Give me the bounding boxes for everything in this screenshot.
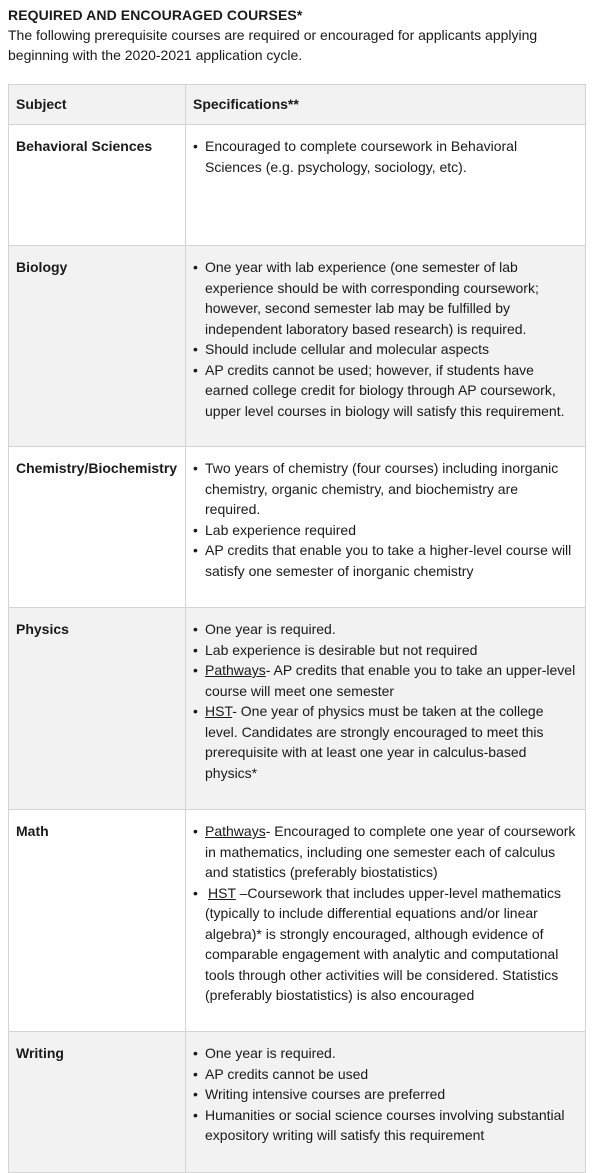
subject-column-header: Subject [9,85,186,125]
specifications-cell [186,1032,586,1173]
spec-list [193,619,577,783]
subject-cell: Behavioral Sciences [9,125,186,246]
specifications-cell [186,246,586,447]
spec-list [193,136,577,177]
specifications-cell [186,125,586,246]
list-item: • Humanities or social science courses involving substantial expository writing will satisfy this requirement [193,1105,577,1146]
list-item: • Encouraged to complete coursework in Behavioral Sciences (e.g. psychology, sociology, etc). [193,136,577,177]
specifications-cell [186,810,586,1032]
list-item-text: - AP credits that enable you to take an upper-level course will meet one semester [205,662,576,699]
pathways-label: Pathways [205,662,266,678]
hst-label: HST [208,884,236,901]
subject-cell: Biology [9,246,186,447]
list-item [193,883,577,1006]
specifications-column-header: Specifications** [186,85,586,125]
table-row [9,1032,586,1173]
list-item [193,660,577,701]
list-item: • AP credits cannot be used [193,1064,577,1085]
list-item: • Lab experience required [193,520,577,541]
subject-cell: Chemistry/Biochemistry [9,447,186,608]
list-item-text: –Coursework that includes upper-level mathematics (typically to include differential equations and/or linear algebra)* is strongly encouraged, although evidence of comparable engagement with analytic and computational tools through other activities will be considered. Statistics (preferably biostatistics) is also encouraged [205,884,562,1003]
list-item: • One year is required. [193,619,577,640]
list-item: • One year is required. [193,1043,577,1064]
subject-cell: Math [9,810,186,1032]
list-item: • Lab experience is desirable but not required [193,640,577,661]
table-header-row [9,85,586,125]
subject-cell: Physics [9,608,186,810]
list-item [193,701,577,783]
subject-cell: Writing [9,1032,186,1173]
hst-label: HST [205,703,233,719]
spec-list [193,1043,577,1146]
list-item: • Should include cellular and molecular aspects [193,339,577,360]
courses-table [8,84,586,1173]
list-item: • AP credits that enable you to take a higher-level course will satisfy one semester of inorganic chemistry [193,540,577,581]
list-item-text: - Encouraged to complete one year of coursework in mathematics, including one semester each of calculus and statistics (preferably biostatistics) [205,823,576,880]
table-row [9,810,586,1032]
spec-list [193,821,577,1006]
list-item: • Two years of chemistry (four courses) including inorganic chemistry, organic chemistry, and biochemistry are required. [193,458,577,520]
spec-list [193,257,577,421]
intro-text: The following prerequisite courses are required or encouraged for applicants applying beginning with the 2020-2021 application cycle. [8,27,538,63]
table-row [9,608,586,810]
list-item [193,821,577,883]
spec-list [193,458,577,581]
page-heading: REQUIRED AND ENCOURAGED COURSES* [8,7,303,23]
table-row [9,125,586,246]
table-row [9,246,586,447]
list-item-text: - One year of physics must be taken at the college level. Candidates are strongly encouraged to meet this prerequisite with at least one year in calculus-based physics* [205,703,544,781]
list-item: • AP credits cannot be used; however, if students have earned college credit for biology through AP coursework, upper level courses in biology will satisfy this requirement. [193,360,577,422]
pathways-label: Pathways [205,823,266,839]
specifications-cell [186,447,586,608]
table-row [9,447,586,608]
specifications-cell [186,608,586,810]
list-item: • One year with lab experience (one semester of lab experience should be with corresponding coursework; however, second semester lab may be fulfilled by independent laboratory based research) is required. [193,257,577,339]
list-item: • Writing intensive courses are preferred [193,1084,577,1105]
